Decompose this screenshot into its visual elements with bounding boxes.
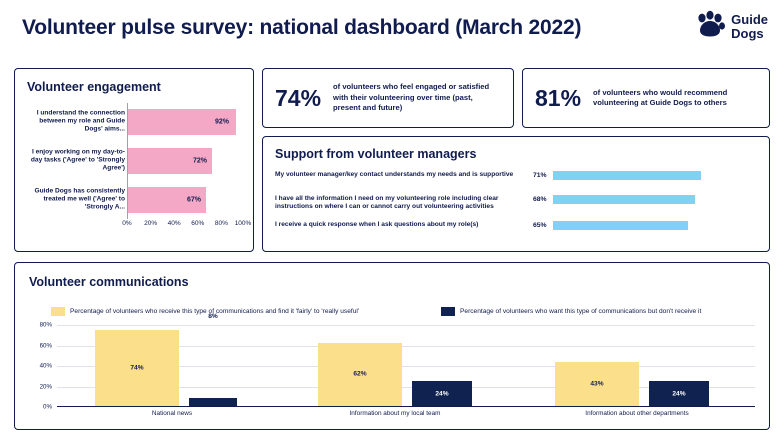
communications-bar-value: 8% bbox=[208, 313, 218, 320]
stat-text-engaged: of volunteers who feel engaged or satisfied with their volunteering over time (past, present and future) bbox=[333, 82, 490, 113]
legend-swatch-yellow bbox=[51, 307, 65, 316]
communications-legend bbox=[51, 307, 751, 319]
legend-swatch-navy bbox=[441, 307, 455, 316]
engagement-bar-chart bbox=[21, 103, 252, 243]
engagement-x-tick: 40% bbox=[167, 220, 181, 227]
stat-text-recommend: of volunteers who would recommend volunteering at Guide Dogs to others bbox=[593, 87, 728, 107]
engagement-category-label: I understand the connection between my role and Guide Dogs' aims... bbox=[36, 109, 125, 134]
communications-category-label: Information about other departments bbox=[585, 410, 689, 417]
engagement-row bbox=[21, 142, 249, 180]
legend-label-receive-useful: Percentage of volunteers who receive this type of communications and find it 'fairly' to 'really useful' bbox=[70, 308, 360, 315]
support-bar bbox=[553, 195, 695, 204]
engagement-bar-area bbox=[127, 181, 245, 219]
panel-support-from-managers bbox=[262, 136, 770, 252]
support-row bbox=[275, 195, 761, 219]
support-bar bbox=[553, 171, 701, 180]
stat-value-engaged: 74% bbox=[275, 84, 322, 111]
support-row bbox=[275, 221, 761, 245]
page-header bbox=[0, 0, 784, 60]
communications-axis-line bbox=[57, 406, 755, 407]
communications-bar-want bbox=[412, 381, 472, 406]
paw-print-icon bbox=[695, 10, 725, 43]
engagement-row bbox=[21, 181, 249, 219]
engagement-x-tick: 0% bbox=[122, 220, 132, 227]
engagement-category-label: Guide Dogs has consistently treated me well ('Agree' to 'Strongly A... bbox=[34, 187, 125, 212]
support-bar bbox=[553, 221, 688, 230]
support-category-label: I have all the information I need on my volunteering role including clear instructions on where I can or cannot carry out volunteering activities bbox=[275, 195, 499, 211]
panel-volunteer-engagement bbox=[14, 68, 254, 252]
stat-value-recommend: 81% bbox=[535, 84, 582, 111]
engagement-x-tick: 100% bbox=[234, 220, 252, 227]
panel-title-support: Support from volunteer managers bbox=[275, 147, 477, 161]
stat-card-recommend bbox=[522, 68, 770, 128]
legend-item-want-not-receive bbox=[441, 307, 701, 316]
page-title: Volunteer pulse survey: national dashboard (March 2022) bbox=[22, 16, 582, 39]
engagement-x-tick: 20% bbox=[144, 220, 158, 227]
engagement-bar-value: 92% bbox=[215, 118, 230, 126]
panel-volunteer-communications bbox=[14, 262, 770, 430]
engagement-x-tick: 60% bbox=[191, 220, 205, 227]
communications-bar-want bbox=[649, 381, 709, 406]
communications-bar-chart bbox=[29, 313, 757, 423]
panel-title-communications: Volunteer communications bbox=[29, 275, 189, 289]
support-bar-value: 71% bbox=[533, 172, 547, 179]
communications-y-tick: 20% bbox=[39, 383, 52, 390]
logo-line-2: Dogs bbox=[731, 25, 764, 41]
support-category-label: My volunteer manager/key contact understands my needs and is supportive bbox=[275, 171, 514, 178]
communications-bar-receive bbox=[318, 343, 402, 407]
communications-y-tick: 80% bbox=[39, 321, 52, 329]
communications-bar-value: 43% bbox=[590, 380, 604, 388]
engagement-bar-area bbox=[127, 142, 245, 180]
communications-group bbox=[77, 313, 267, 417]
engagement-x-tick: 80% bbox=[214, 220, 228, 227]
communications-group bbox=[300, 325, 490, 417]
logo-text bbox=[731, 13, 768, 41]
communications-y-tick: 0% bbox=[43, 403, 52, 411]
engagement-bar-value: 72% bbox=[193, 157, 208, 165]
communications-y-axis bbox=[29, 321, 55, 411]
communications-group bbox=[537, 325, 737, 417]
communications-bar-value: 62% bbox=[353, 370, 367, 378]
support-category-label: I receive a quick response when I ask questions about my role(s) bbox=[275, 221, 479, 228]
communications-bar-value: 74% bbox=[130, 364, 144, 372]
stat-card-engaged bbox=[262, 68, 514, 128]
logo-line-1: Guide bbox=[731, 11, 768, 27]
support-bar-value: 65% bbox=[533, 222, 547, 229]
communications-y-tick: 40% bbox=[39, 362, 52, 370]
communications-y-tick: 60% bbox=[39, 342, 52, 349]
communications-plot-area bbox=[57, 313, 755, 417]
legend-label-want-not-receive: Percentage of volunteers who want this type of communications but don't receive it bbox=[460, 308, 702, 315]
support-bar-value: 68% bbox=[533, 196, 547, 203]
communications-bar-value: 24% bbox=[672, 390, 686, 398]
communications-bar-want bbox=[189, 398, 237, 406]
support-row bbox=[275, 171, 761, 195]
engagement-row bbox=[21, 103, 249, 141]
panel-title-engagement: Volunteer engagement bbox=[27, 80, 161, 94]
guide-dogs-logo bbox=[695, 10, 768, 43]
communications-bar-receive bbox=[555, 362, 639, 406]
engagement-bar-area bbox=[127, 103, 245, 141]
communications-category-label: National news bbox=[151, 410, 193, 417]
engagement-bar-value: 67% bbox=[187, 196, 202, 204]
communications-bar-value: 24% bbox=[435, 390, 449, 398]
engagement-axis-line bbox=[127, 103, 128, 219]
communications-bar-receive bbox=[95, 330, 179, 406]
engagement-category-label: I enjoy working on my day-to-day tasks ('Agree' to 'Strongly Agree') bbox=[30, 148, 125, 173]
communications-category-label: Information about my local team bbox=[349, 410, 441, 417]
engagement-x-axis bbox=[122, 220, 252, 232]
